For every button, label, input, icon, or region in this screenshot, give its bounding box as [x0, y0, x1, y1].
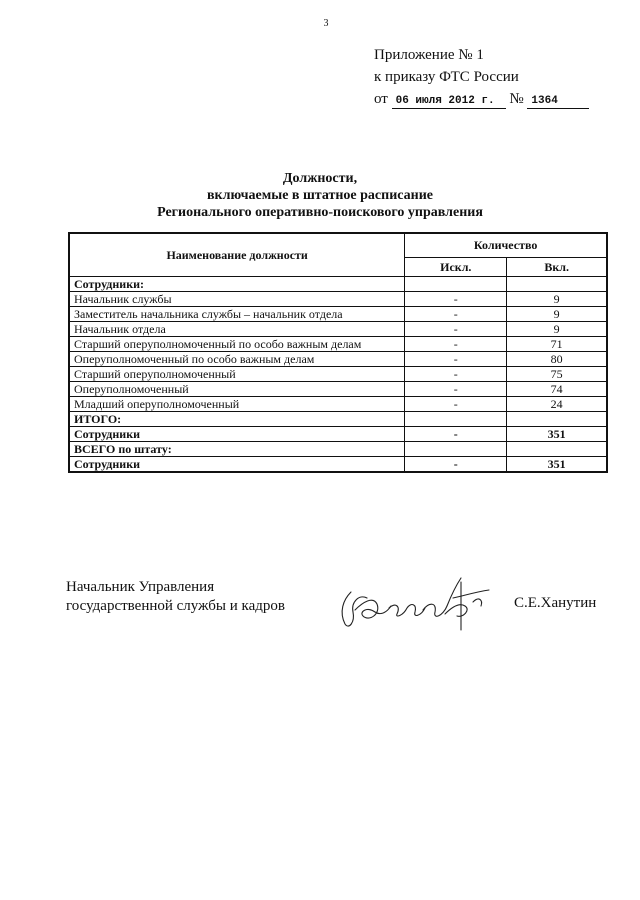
incl-count-cell: 9 [507, 322, 607, 337]
incl-count-cell: 9 [507, 307, 607, 322]
incl-count-cell: 24 [507, 397, 607, 412]
position-name-cell: Начальник отдела [69, 322, 405, 337]
signatory-name: С.Е.Ханутин [514, 595, 597, 611]
incl-count-cell [507, 442, 607, 457]
excl-count-cell: - [405, 292, 507, 307]
position-name-cell: Оперуполномоченный [69, 382, 405, 397]
excl-count-cell: - [405, 457, 507, 473]
document-title [0, 170, 640, 221]
excl-count-cell [405, 442, 507, 457]
title-line-3: Регионального оперативно-поискового управления [157, 205, 483, 220]
excl-count-cell [405, 277, 507, 292]
table-row [69, 307, 607, 322]
table-row [69, 382, 607, 397]
number-prefix: № [509, 91, 524, 107]
excl-count-cell [405, 412, 507, 427]
incl-count-cell: 80 [507, 352, 607, 367]
position-line-2: государственной службы и кадров [66, 598, 285, 614]
table-header-row [69, 233, 607, 257]
table-row [69, 367, 607, 382]
appendix-order: к приказу ФТС России [374, 69, 519, 85]
table-row [69, 397, 607, 412]
excl-count-cell: - [405, 307, 507, 322]
position-name-cell: Заместитель начальника службы – начальник отдела [69, 307, 405, 322]
incl-count-cell: 71 [507, 337, 607, 352]
table-row [69, 412, 607, 427]
table-row [69, 277, 607, 292]
table-row [69, 442, 607, 457]
date-prefix: от [374, 91, 388, 107]
position-name-cell: Сотрудники [69, 427, 405, 442]
title-line-2: включаемые в штатное расписание [206, 188, 434, 203]
excl-count-cell: - [405, 382, 507, 397]
position-name-cell: Сотрудники [69, 457, 405, 473]
excl-count-cell: - [405, 427, 507, 442]
position-name-cell: ВСЕГО по штату: [69, 442, 405, 457]
table-body [69, 277, 607, 473]
position-name-cell: Сотрудники: [69, 277, 405, 292]
signatory-position [66, 578, 285, 616]
table-row [69, 322, 607, 337]
table-row [69, 337, 607, 352]
position-name-cell: Младший оперуполномоченный [69, 397, 405, 412]
incl-count-cell: 351 [507, 427, 607, 442]
position-name-cell: ИТОГО: [69, 412, 405, 427]
handwritten-signature [333, 572, 503, 634]
position-name-cell: Старший оперуполномоченный по особо важным делам [69, 337, 405, 352]
title-line-1: Должности, [282, 171, 358, 186]
appendix-title: Приложение № 1 [374, 47, 484, 63]
excl-count-cell: - [405, 322, 507, 337]
order-number: 1364 [527, 94, 589, 109]
incl-count-cell [507, 277, 607, 292]
position-line-1: Начальник Управления [66, 579, 215, 595]
positions-table [68, 232, 608, 473]
incl-count-cell: 74 [507, 382, 607, 397]
incl-count-cell [507, 412, 607, 427]
header-quantity: Количество [405, 233, 607, 257]
table-row [69, 457, 607, 473]
position-name-cell: Начальник службы [69, 292, 405, 307]
page-number: 3 [323, 18, 329, 29]
incl-count-cell: 75 [507, 367, 607, 382]
excl-count-cell: - [405, 352, 507, 367]
order-date: 06 июля 2012 г. [392, 94, 506, 109]
appendix-date-line [374, 89, 589, 109]
incl-count-cell: 9 [507, 292, 607, 307]
header-incl: Вкл. [507, 257, 607, 276]
header-excl: Искл. [405, 257, 507, 276]
header-position-name: Наименование должности [69, 233, 405, 277]
position-name-cell: Старший оперуполномоченный [69, 367, 405, 382]
position-name-cell: Оперуполномоченный по особо важным делам [69, 352, 405, 367]
table-row [69, 352, 607, 367]
excl-count-cell: - [405, 337, 507, 352]
excl-count-cell: - [405, 367, 507, 382]
incl-count-cell: 351 [507, 457, 607, 473]
excl-count-cell: - [405, 397, 507, 412]
table-row [69, 292, 607, 307]
table-row [69, 427, 607, 442]
